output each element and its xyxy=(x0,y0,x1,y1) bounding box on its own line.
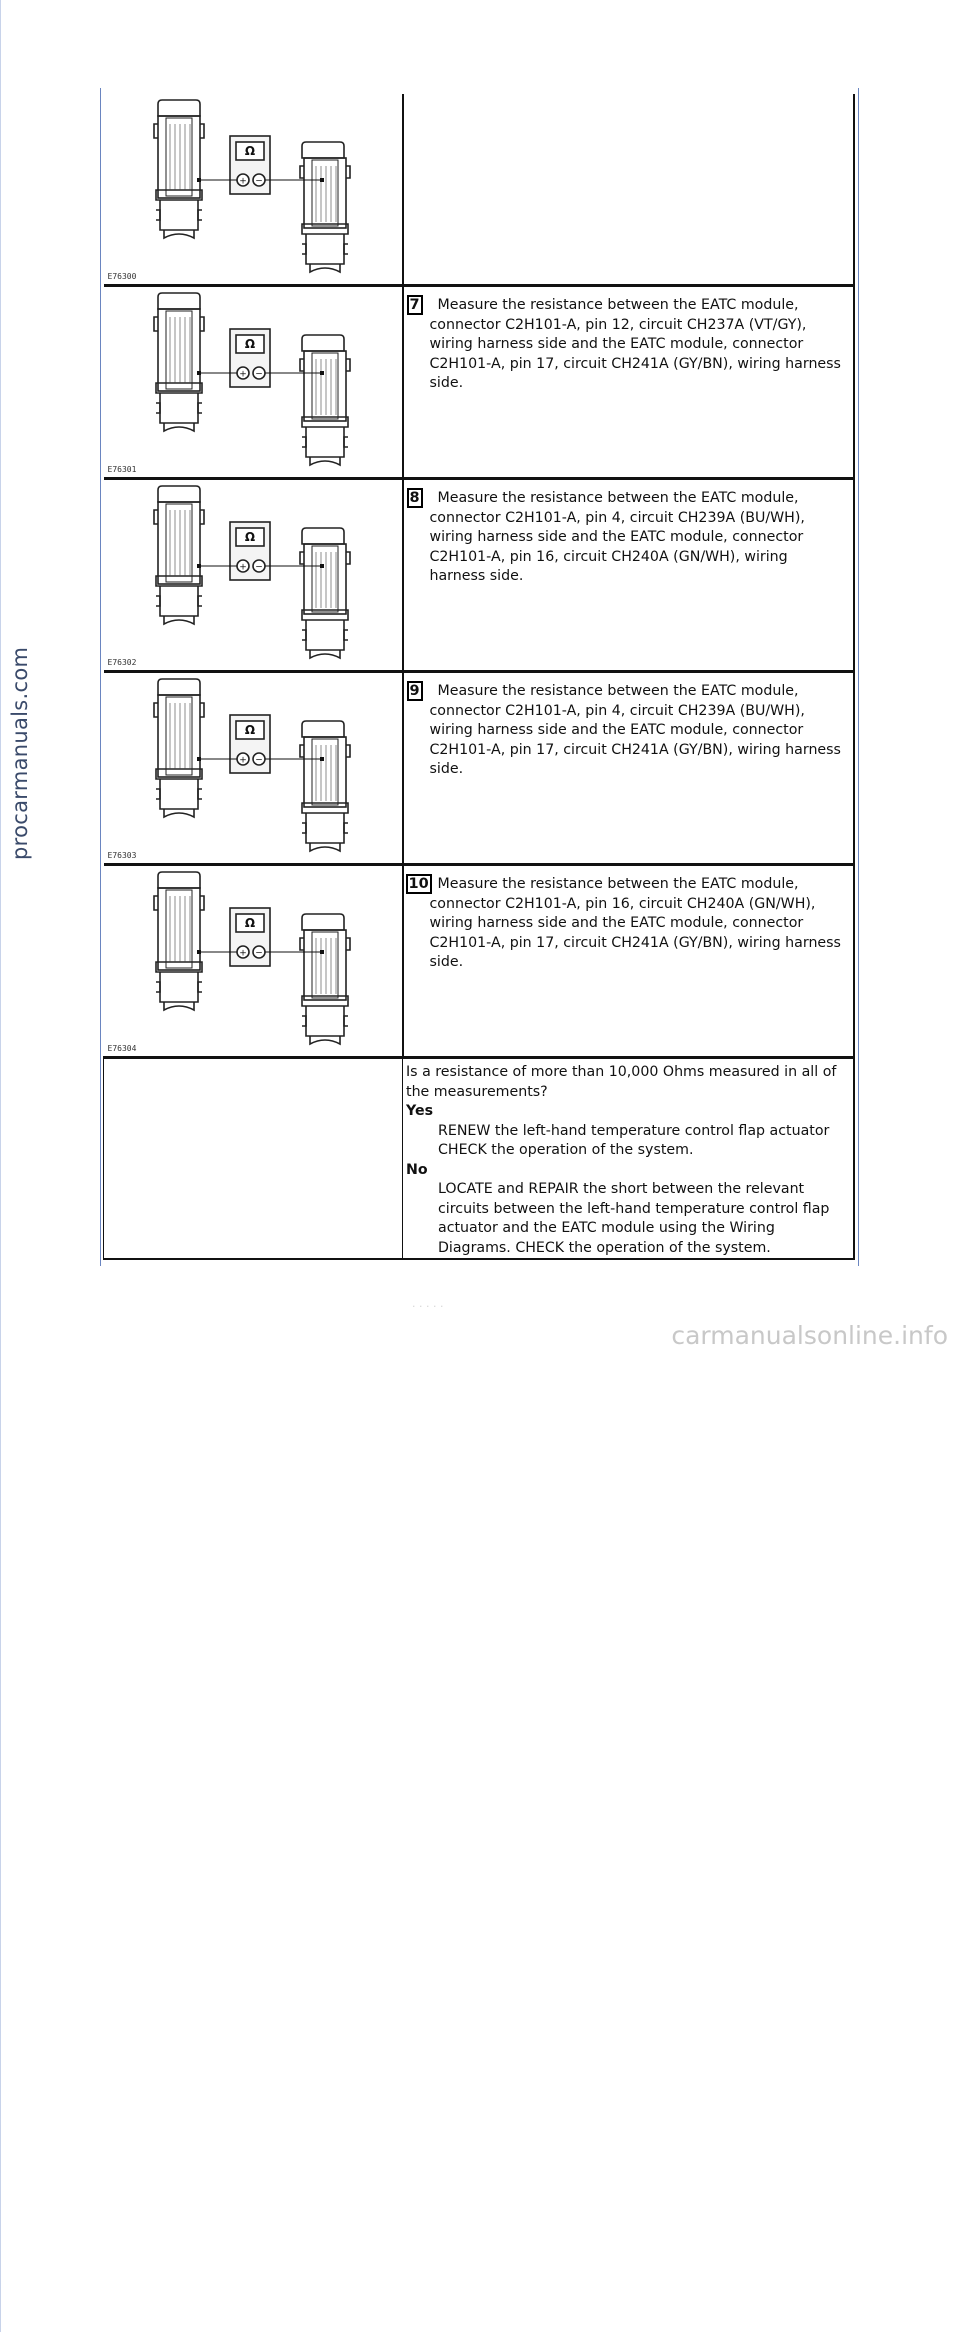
minus-symbol: − xyxy=(254,948,263,959)
connector-meter-diagram xyxy=(104,866,402,1056)
step-row xyxy=(104,286,855,479)
bottom-watermark: carmanualsonline.info xyxy=(671,1321,948,1350)
side-watermark: procarmanuals.com xyxy=(8,646,32,860)
page-frame-left xyxy=(100,88,101,1266)
step-instruction xyxy=(404,287,854,394)
step-instruction xyxy=(404,866,854,973)
result-question: Is a resistance of more than 10,000 Ohms measured in all of the measurements? xyxy=(406,1064,837,1100)
step-text-cell xyxy=(403,672,855,865)
no-action: LOCATE and REPAIR the short between the relevant circuits between the left-hand temperature control flap actuator and the EATC module using the Wiring Diagrams. CHECK the operation of the system. xyxy=(438,1181,830,1256)
minus-symbol: − xyxy=(254,562,263,573)
page-number: · · · · · xyxy=(412,1300,444,1313)
result-blank-cell xyxy=(104,1058,403,1260)
step-instruction-text: Measure the resistance between the EATC module, connector C2H101-A, pin 4, circuit CH239A (BU/WH), wiring harness side and the EATC module, connector C2H101-A, pin 17, circuit CH241A (GY/BN), wiring harness side. xyxy=(429,683,841,777)
plus-symbol: + xyxy=(238,176,247,187)
step-text-cell xyxy=(403,286,855,479)
step-row xyxy=(104,672,855,865)
step-instruction-text: Measure the resistance between the EATC module, connector C2H101-A, pin 16, circuit CH240A (GN/WH), wiring harness side and the EATC module, connector C2H101-A, pin 17, circuit CH241A (GY/BN), wiring harness side. xyxy=(429,876,841,970)
connector-meter-diagram xyxy=(104,287,402,477)
step-illustration-cell xyxy=(104,479,403,672)
step-illustration-cell xyxy=(104,672,403,865)
ohm-symbol: Ω xyxy=(244,723,255,737)
minus-symbol: − xyxy=(254,369,263,380)
ohm-symbol: Ω xyxy=(244,144,255,158)
figure-label: E76300 xyxy=(107,272,137,281)
step-instruction-text: Measure the resistance between the EATC module, connector C2H101-A, pin 12, circuit CH237A (VT/GY), wiring harness side and the EATC module, connector C2H101-A, pin 17, circuit CH241A (GY/BN), wiring harness side. xyxy=(429,297,841,391)
step-number-badge: 7 xyxy=(407,295,423,315)
connector-meter-diagram xyxy=(104,94,402,284)
page-frame-right xyxy=(858,88,859,1266)
step-number-badge: 9 xyxy=(407,681,423,701)
step-text-cell xyxy=(403,479,855,672)
result-block xyxy=(403,1059,853,1258)
step-text-cell xyxy=(403,865,855,1058)
test-steps-table xyxy=(103,94,855,1260)
figure-label: E76304 xyxy=(107,1044,137,1053)
step-number-badge: 8 xyxy=(407,488,423,508)
connector-meter-diagram xyxy=(104,480,402,670)
result-cell xyxy=(403,1058,855,1260)
step-instruction xyxy=(404,480,854,587)
ohm-symbol: Ω xyxy=(244,530,255,544)
ohm-symbol: Ω xyxy=(244,337,255,351)
step-instruction xyxy=(404,673,854,780)
yes-action: RENEW the left-hand temperature control flap actuator CHECK the operation of the system. xyxy=(438,1122,830,1158)
step-row xyxy=(104,479,855,672)
step-row xyxy=(104,94,855,286)
step-illustration-cell xyxy=(104,94,403,286)
plus-symbol: + xyxy=(238,562,247,573)
yes-label: Yes xyxy=(406,1103,434,1119)
minus-symbol: − xyxy=(254,176,263,187)
step-text-cell xyxy=(403,94,855,286)
no-label: No xyxy=(406,1161,428,1178)
plus-symbol: + xyxy=(238,948,247,959)
figure-label: E76301 xyxy=(107,465,137,474)
connector-meter-diagram xyxy=(104,673,402,863)
step-illustration-cell xyxy=(104,286,403,479)
step-number-badge: 10 xyxy=(406,874,432,894)
step-illustration-cell xyxy=(104,865,403,1058)
step-row xyxy=(104,865,855,1058)
plus-symbol: + xyxy=(238,369,247,380)
result-row xyxy=(104,1058,855,1260)
figure-label: E76302 xyxy=(107,658,137,667)
plus-symbol: + xyxy=(238,755,247,766)
ohm-symbol: Ω xyxy=(244,916,255,930)
minus-symbol: − xyxy=(254,755,263,766)
step-instruction-text: Measure the resistance between the EATC module, connector C2H101-A, pin 4, circuit CH239A (BU/WH), wiring harness side and the EATC module, connector C2H101-A, pin 16, circuit CH240A (GN/WH), wiring harness side. xyxy=(429,490,805,584)
figure-label: E76303 xyxy=(107,851,137,860)
